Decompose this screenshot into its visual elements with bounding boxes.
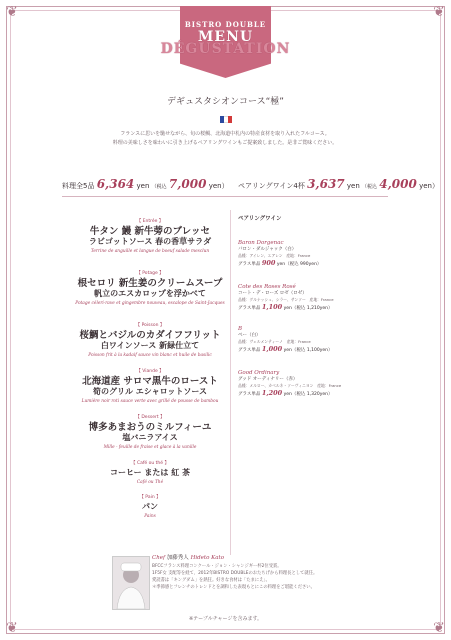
course-name: 牛タン 鰻 新牛蒡のブレッセ <box>89 226 211 237</box>
wine-french-name: Baron Dorgenac <box>238 240 284 246</box>
glass-price: 900 <box>261 259 276 267</box>
intro-line: 料理の美味しさを味わいに引き上げるペアリングワインもご提案致しました。是非ご賞味ください。 <box>112 140 338 146</box>
course-french: Poisson frit à la kadaif sauce vin blanc et huile de basilic <box>88 353 212 358</box>
glass-price: 1,200 <box>261 389 283 397</box>
corner-ornament-icon: ❦ <box>6 620 18 636</box>
wine-glass-price <box>238 389 388 399</box>
chef-name-en: Hideto Kato <box>190 555 225 561</box>
glass-label: グラス単品 <box>238 392 261 397</box>
wine-french-name: B <box>238 326 243 332</box>
column-divider <box>230 210 231 555</box>
wine-origin: 品種：グルナッシュ、シラー、サンソー 産地：France <box>238 297 334 302</box>
course-french: Pains <box>144 514 156 519</box>
wine-tax-label: （税込 <box>362 184 378 190</box>
course-tag: 【 Dessert 】 <box>135 415 165 420</box>
course-french: Mille - feuille de fraise et glace à la vanille <box>103 445 197 450</box>
course-tag: 【 Café ou thé 】 <box>131 461 169 466</box>
food-price <box>62 177 229 191</box>
course-name: コーヒー または 紅 茶 <box>109 468 191 477</box>
chef-photo <box>112 556 150 610</box>
glass-unit: yen（税込 1,210yen） <box>283 306 333 311</box>
corner-ornament-icon: ❦ <box>433 4 445 20</box>
intro-text <box>60 130 390 148</box>
glass-unit: yen（税込 1,320yen） <box>283 392 333 397</box>
wine-origin: 品種：メルロー、カベルネ・ソーヴィニヨン 産地：France <box>238 383 342 388</box>
wine-glass-price <box>238 303 388 313</box>
wine-item <box>238 370 388 399</box>
food-tax-unit: yen） <box>208 182 229 190</box>
brand-name: BISTRO DOUBLE <box>184 20 267 29</box>
glass-unit: yen（税込 990yen） <box>276 262 322 267</box>
wine-price-value: 3,637 <box>307 177 345 191</box>
wine-tax-unit: yen） <box>419 182 439 190</box>
wine-glass-price <box>238 345 388 355</box>
course-french: Potage céleri-rave et gingembre nouveau, escalope de Saint-Jacques <box>75 301 225 306</box>
glass-label: グラス単品 <box>238 306 261 311</box>
chef-name <box>152 553 224 561</box>
wine-tax-price: 4,000 <box>379 177 417 191</box>
course-potage <box>70 270 230 306</box>
section-divider <box>62 196 388 197</box>
course-sub: ラビゴットソース 春の香草サラダ <box>88 237 212 246</box>
menu-title-line1: MENU <box>197 29 254 45</box>
course-french: Café ou Thé <box>136 480 164 485</box>
menu-title-line2: DÉGUSTATION <box>160 41 291 57</box>
course-title: デギュスタシオンコース“極” <box>167 97 284 107</box>
course-name: 博多あまおうのミルフィーユ <box>88 422 212 433</box>
course-tag: 【 Potage 】 <box>136 271 164 276</box>
chef-bio-line: 1F5F女 支配等を経て、2012年BISTRO DOUBLEのおたちげから料理長として就任。 <box>152 571 318 576</box>
food-price-value: 6,364 <box>96 177 135 191</box>
glass-price: 1,000 <box>261 345 283 353</box>
corner-ornament-icon: ❦ <box>433 620 445 636</box>
french-flag-icon <box>220 116 232 123</box>
course-cafe <box>70 460 230 485</box>
course-name: 根セロリ 新生姜のクリームスープ <box>77 278 223 289</box>
wine-price <box>238 177 439 191</box>
food-price-unit: yen <box>136 182 150 190</box>
wine-japanese-name: グッド オーディナリー（赤） <box>238 377 298 382</box>
course-tag: 【 Pain 】 <box>139 495 161 500</box>
intro-line: フランスに思いを馳せながら、旬の桜鯛、北海道中札内の特産食材を取り入れたフルコース。 <box>120 131 330 137</box>
wine-item <box>238 240 388 269</box>
wine-japanese-name: ベー（白） <box>238 333 261 338</box>
wine-heading: ペアリングワイン <box>238 216 282 222</box>
course-name: 北海道産 サロマ黒牛のロースト <box>82 376 218 387</box>
table-charge-note: ※テーブルチャージを含みます。 <box>188 616 263 622</box>
chef-bio-line: BFCCフランス料理コンクール・ジョン・シャンジギー杯2位受賞。 <box>152 564 282 569</box>
glass-label: グラス単品 <box>238 262 261 267</box>
course-tag: 【 Poisson 】 <box>135 323 165 328</box>
wine-item <box>238 326 388 355</box>
food-price-label: 料理全5品 <box>62 182 95 190</box>
chef-name-jp: 加藤秀人 <box>166 555 189 561</box>
wine-price-label: ペアリングワイン4杯 <box>238 182 305 190</box>
course-name: パン <box>142 502 158 511</box>
glass-price: 1,100 <box>261 303 283 311</box>
wine-glass-price <box>238 259 388 269</box>
glass-unit: yen（税込 1,100yen） <box>283 348 333 353</box>
wine-japanese-name: バロン・ダルジャック（白） <box>238 247 297 252</box>
course-dessert <box>70 414 230 450</box>
wine-french-name: Good Ordinary <box>238 370 280 376</box>
course-pain <box>70 494 230 519</box>
chef-role: Chef <box>152 555 166 561</box>
course-poisson <box>70 322 230 358</box>
chef-profile <box>112 553 346 611</box>
wine-origin: 品種：ヴェルメンティーノ 産地：France <box>238 339 311 344</box>
food-tax-price: 7,000 <box>168 177 207 191</box>
wine-price-unit: yen <box>346 182 360 190</box>
course-sub: 塩バニラアイス <box>122 433 178 442</box>
course-french: Terrine de anguille et langue de boeuf salade mesclun <box>90 249 210 254</box>
chef-bio-line: ＊季節感とフレンチのトレンドとを調和した表現もとにこの料理をご堪能ください。 <box>152 585 315 590</box>
course-tag: 【 Viande 】 <box>136 369 164 374</box>
menu-title <box>130 31 321 55</box>
course-french: Lumière noir roti sauce verte avec grillé de pousse de bambou <box>81 399 219 404</box>
wine-japanese-name: コート・デ・ローズ ロゼ（ロゼ） <box>238 291 307 296</box>
glass-label: グラス単品 <box>238 348 261 353</box>
food-tax-label: （税込 <box>151 184 167 190</box>
chef-bio-line: 愛読書は「キングダム」を熱狂。好きな食材は「たまにえ」。 <box>152 578 270 583</box>
course-sub: 筍のグリル エシャロットソース <box>92 387 208 396</box>
corner-ornament-icon: ❦ <box>6 4 18 20</box>
course-sub: 白ワインソース 新緑仕立て <box>100 341 200 350</box>
chef-bio <box>152 563 346 591</box>
course-name: 桜鯛とバジルのカダイフフリット <box>79 330 221 341</box>
course-entree <box>70 218 230 254</box>
course-tag: 【 Entrée 】 <box>136 219 164 224</box>
course-sub: 帆立のエスカロップを浮かべて <box>94 289 206 298</box>
wine-french-name: Cote des Roses Rosé <box>238 284 296 290</box>
wine-origin: 品種：アイレン、エアレン 産地：France <box>238 253 311 258</box>
course-viande <box>70 368 230 404</box>
wine-item <box>238 284 388 313</box>
